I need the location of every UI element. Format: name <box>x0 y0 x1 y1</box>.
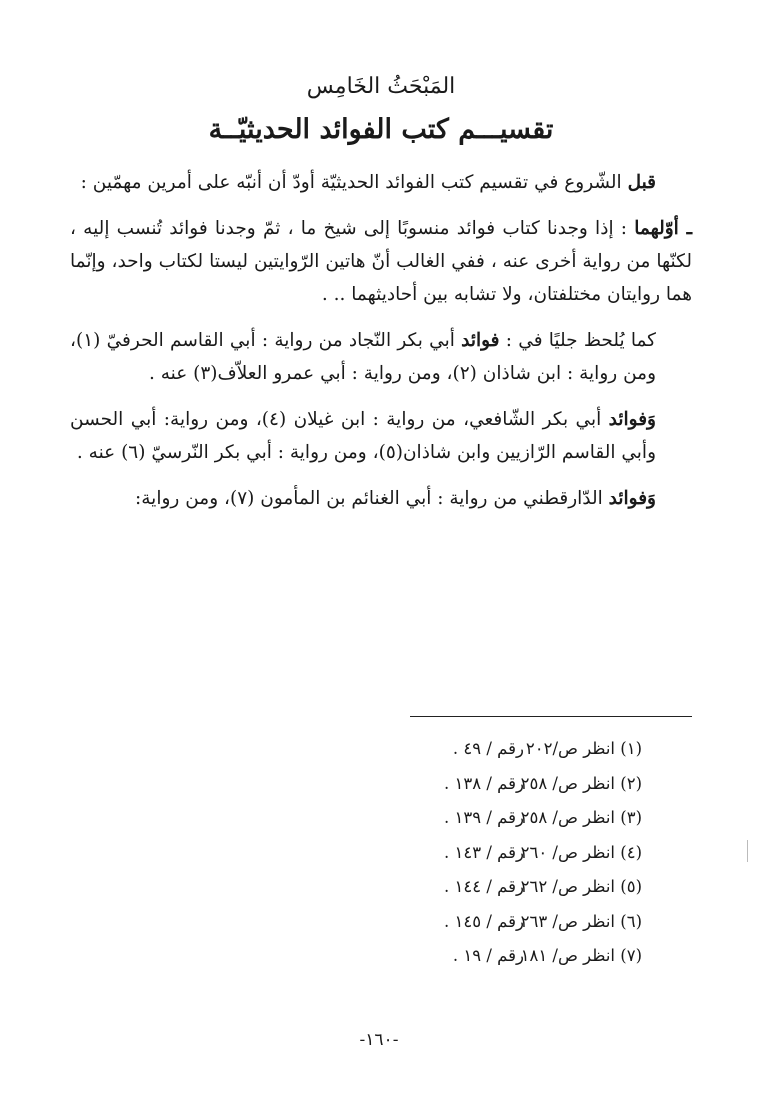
footnote-item <box>362 905 642 940</box>
example-2-bold: وَفوائد <box>608 409 656 430</box>
footnote-ref: (٦) انظر ص/ ٢٦٣ <box>520 911 642 931</box>
page-number: -١٦٠- <box>359 1030 399 1050</box>
footnote-number: رقم / ١٤٣ . <box>444 842 524 862</box>
first-point-text: : إذا وجدنا كتاب فوائد منسوبًا إلى شيخ ما ، ثمّ وجدنا فوائد تُنسب إليه ، لكنّها من رواية أخرى عنه ، ففي الغالب أنّ هاتين الرّوايتين ليستا لكتاب واحد، وإنّما هما روايتان مختلفتان، ولا تشابه بين أحاديثهما .. . <box>70 218 692 305</box>
footnote-divider <box>410 716 692 717</box>
example-1-paragraph <box>70 324 692 390</box>
footnote-item <box>362 767 642 802</box>
footnotes-list <box>362 732 642 974</box>
example-1-pre: كما يُلحظ جليًا في : <box>499 330 656 351</box>
footnote-number: رقم / ٤٩ . <box>452 739 524 758</box>
footnote-item <box>362 836 642 871</box>
example-3-paragraph <box>70 482 692 515</box>
example-2-paragraph <box>70 403 692 469</box>
footnote-number: رقم / ١٣٨ . <box>444 773 524 793</box>
footnote-number: رقم / ١٤٤ . <box>444 877 524 896</box>
example-1-bold: فوائد <box>461 330 500 351</box>
footnote-item <box>362 732 642 767</box>
first-point-paragraph <box>70 212 692 311</box>
scan-edge-mark <box>747 840 748 862</box>
first-point-lead: ـ أوّلهما <box>634 218 692 239</box>
footnote-ref: (٢) انظر ص/ ٢٥٨ <box>520 773 642 793</box>
footnote-number: رقم / ١٤٥ . <box>444 911 524 931</box>
footnote-ref: (٧) انظر ص/ ١٨١ <box>520 946 642 965</box>
section-title: تقسيـــم كتب الفوائد الحديثيّــة <box>208 114 554 145</box>
example-1-text: أبي بكر النّجاد من رواية : أبي القاسم الحرفيّ (١)، ومن رواية : ابن شاذان (٢)، ومن رواية : أبي عمرو العلاّف(٣) عنه . <box>70 330 656 384</box>
main-text <box>70 70 692 528</box>
section-label: المَبْحَثُ الخَامِس <box>306 74 456 99</box>
footnote-ref: (١) انظر ص/٢٠٢ <box>525 739 642 758</box>
example-3-text: الدّارقطني من رواية : أبي الغنائم بن المأمون (٧)، ومن رواية: <box>135 488 609 509</box>
footnote-item <box>362 939 642 974</box>
example-2-text: أبي بكر الشّافعي، من رواية : ابن غيلان (٤)، ومن رواية: أبي الحسن وأبي القاسم الرّازيين وابن شاذان(٥)، ومن رواية : أبي بكر النّرسيّ (٦) عنه . <box>70 409 656 463</box>
footnote-item <box>362 801 642 836</box>
footnote-number: رقم / ١٩ . <box>452 946 524 965</box>
footnote-item <box>362 870 642 905</box>
footnote-ref: (٤) انظر ص/ ٢٦٠ <box>520 842 642 862</box>
intro-paragraph <box>70 166 692 199</box>
intro-text: الشّروع في تقسيم كتب الفوائد الحديثيّة أودّ أن أنبّه على أمرين مهمّين : <box>80 172 628 193</box>
footnote-ref: (٥) انظر ص/ ٢٦٢ <box>520 877 642 896</box>
example-3-bold: وَفوائد <box>608 488 656 509</box>
footnote-number: رقم / ١٣٩ . <box>444 808 524 827</box>
intro-lead: قبل <box>627 172 656 193</box>
footnote-ref: (٣) انظر ص/ ٢٥٨ <box>520 808 642 827</box>
